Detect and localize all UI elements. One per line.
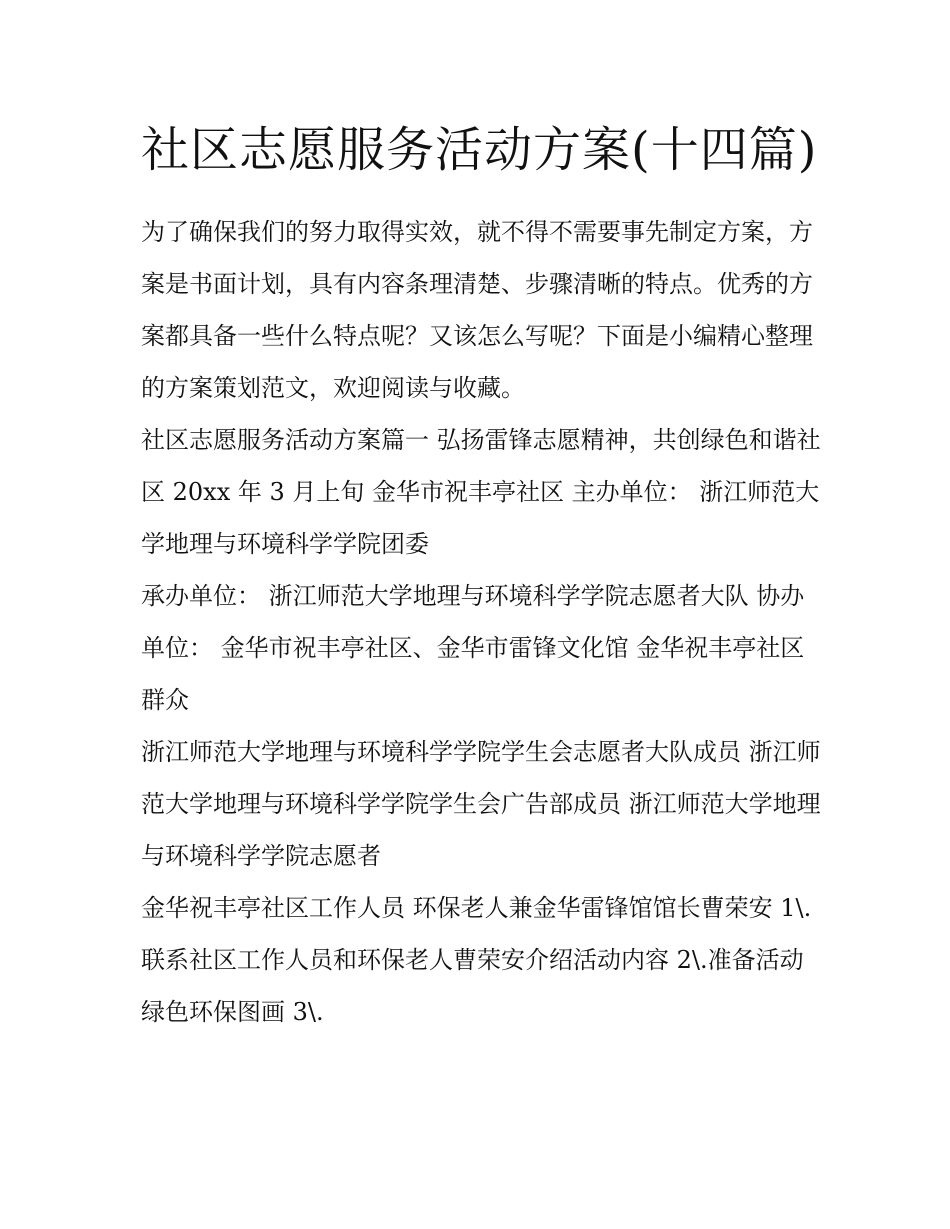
paragraph-event-info: 社区志愿服务活动方案篇一 弘扬雷锋志愿精神，共创绿色和谐社区 20xx 年 3 月上旬 金华市祝丰亭社区 主办单位： 浙江师范大学地理与环境科学学院团委 [141,426,821,558]
paragraph-steps: 金华祝丰亭社区工作人员 环保老人兼金华雷锋馆馆长曹荣安 1\.联系社区工作人员和环保老人曹荣安介绍活动内容 2\.准备活动绿色环保图画 3\. [141,894,812,1026]
document-body [141,206,821,1038]
document-title: 社区志愿服务活动方案(十四篇) [141,122,818,178]
paragraph-intro: 为了确保我们的努力取得实效，就不得不需要事先制定方案，方案是书面计划，具有内容条理清楚、步骤清晰的特点。优秀的方案都具备一些什么特点呢？又该怎么写呢？下面是小编精心整理的方案策划范文，欢迎阅读与收藏。 [141,218,813,402]
paragraph-participants: 浙江师范大学地理与环境科学学院学生会志愿者大队成员 浙江师范大学地理与环境科学学院学生会广告部成员 浙江师范大学地理与环境科学学院志愿者 [141,738,821,870]
document-content [141,118,821,1038]
paragraph-organizers: 承办单位： 浙江师范大学地理与环境科学学院志愿者大队 协办单位： 金华市祝丰亭社区、金华市雷锋文化馆 金华祝丰亭社区群众 [141,582,805,714]
